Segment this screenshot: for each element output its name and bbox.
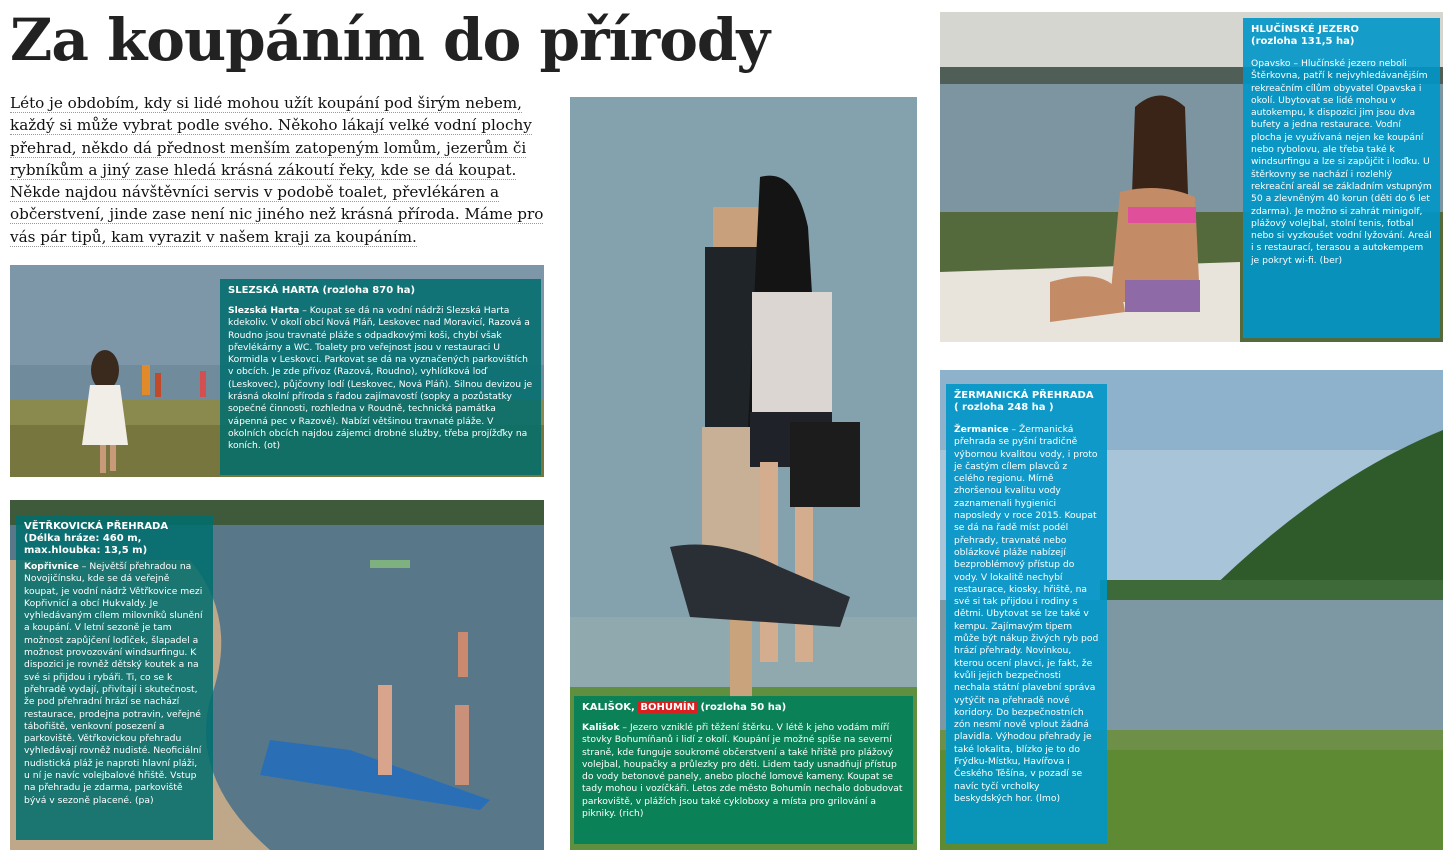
slezska-harta-heading: SLEZSKÁ HARTA (rozloha 870 ha) xyxy=(228,285,416,296)
vetrkovice-subheading: (Délka hráze: 460 m, max.hloubka: 13,5 m) xyxy=(24,533,148,556)
lead-line: rybníkům a jiný zase hledá krásná zákoutí řeky, kde se dá koupat. xyxy=(10,160,517,179)
lead-line: občerstvení, jinde zase není nic jiného než krásná příroda. Máme pro xyxy=(10,205,544,224)
kalisok-box xyxy=(574,696,913,844)
kalisok-highlight: BOHUMÍN xyxy=(640,702,695,713)
lead-paragraph xyxy=(10,92,545,248)
vetrkovice-text: – Největší přehradou na Novojičínsku, kde se dá veřejně koupat, je vodní nádrž Větřkovice mezi Kopřivnicí a obcí Hukvaldy. Je vyhledávaným cílem milovníků slunění a koupání. V letní sezoně je tam možnost zapůjčení loďiček, šlapadel a možnost provozování windsurfingu. K dispozici je rovněž dětský koutek a na své si přijdou i rybáři. Ti, co se k přehradě vydají, přivítají i skutečnost, že pod přehradní hrází se nachází restaurace, prodejna potravin, veřejné tábořiště, venkovní posezení a parkoviště. Větřkovickou přehradu vyhledávají rovněž nudisté. Neoficiální nudistická pláž je naproti hlavní pláži, u ní je navíc volejbalové hřiště. Vstup na přehradu je zdarma, parkoviště bývá v sezoně placené. xyxy=(24,561,203,806)
lead-line: každý si může vybrat podle svého. Někoho lákají velké vodní plochy xyxy=(10,116,532,135)
vetrkovice-place: Kopřivnice xyxy=(24,561,79,572)
hlucin-box xyxy=(1243,18,1440,338)
vetrkovice-box xyxy=(16,515,213,840)
kalisok-heading-area: (rozloha 50 ha) xyxy=(700,702,787,713)
slezska-harta-author: (ot) xyxy=(263,440,281,452)
hlucin-heading-group xyxy=(1251,24,1432,48)
lead-line: Někde najdou návštěvníci servis v podobě toalet, převlékáren a xyxy=(10,183,499,202)
slezska-harta-box xyxy=(220,279,541,475)
zermanice-box xyxy=(946,384,1107,844)
hlucin-subheading: (rozloha 131,5 ha) xyxy=(1251,36,1355,47)
vetrkovice-heading: VĚTŘKOVICKÁ PŘEHRADA xyxy=(24,521,169,532)
slezska-harta-text: – Koupat se dá na vodní nádrži Slezská Harta kdekoliv. V okolí obcí Nová Pláň, Leskovec nad Moravicí, Razová a Roudno jsou travnaté pláže s odpadkovými koši, chybí však převlékárny a WC. Toalety pro veřejnost jsou v restauraci U Kormidla v Leskovci. Parkovat se dá na vyznačených parkovištích v obcích. Je zde přívoz (Razová, Roudno), vyhlídková loď (Leskovec), půjčovny lodí (Leskovec, Nová Pláň). Silnou devizou je krásná okolní příroda s řadou zajímavostí (sopky a pozůstatky sopečné činnosti, rozhledna v Roudně, technická památka vápenná pec v Razové). Nabízí většinou travnaté pláže. V okolních obcích najdou zájemci drobné služby, třeba projížďky na koních. xyxy=(228,305,533,452)
lead-line: Léto je obdobím, kdy si lidé mohou užít koupání pod širým nebem, xyxy=(10,94,522,112)
vetrkovice-author: (pa) xyxy=(134,794,154,806)
kalisok-heading: KALIŠOK, xyxy=(582,702,635,713)
kalisok-author: (rich) xyxy=(619,808,644,820)
kalisok-text: – Jezero vzniklé při těžení štěrku. V létě k jeho vodám míří stovky Bohumíňanů i lidí z okolí. Koupání je možné spíše na severní straně, kde funguje soukromé občerstvení a také hřiště pro plážový volejbal, houpačky a průlezky pro děti. Lidem tady usnadňují přístup do vody betonové panely, anebo ploché lomové kameny. Koupat se tady mohou i vozíčkáři. Letos zde město Bohumín nechalo dobudovat parkoviště, v plážích jsou také cykloboxy a místa pro grilování a pikniky. xyxy=(582,722,903,820)
zermanice-heading-group xyxy=(954,390,1099,414)
lead-line: vás pár tipů, kam vyrazit v našem kraji za koupáním. xyxy=(10,227,417,246)
zermanice-subheading: ( rozloha 248 ha ) xyxy=(954,402,1054,413)
zermanice-place: Žermanice xyxy=(954,424,1009,435)
hlucin-heading: HLUČÍNSKÉ JEZERO xyxy=(1251,24,1360,35)
page-title: Za koupáním do přírody xyxy=(10,6,770,74)
kalisok-heading-group xyxy=(582,702,905,714)
vetrkovice-heading-group xyxy=(24,521,205,557)
hlucin-text: Opavsko – Hlučínské jezero neboli Štěrkovna, patří k nejvyhledávanějším rekreačním cílům obyvatel Opavska i okolí. Ubytovat se lidé mohou v autokempu, k dispozici jim jsou dva bufety a jedna restaurace. Vodní plocha je využívaná nejen ke koupání nebo rybolovu, ale třeba také k windsurfingu a lze si zapůjčit i loďku. U štěrkovny se nachází i rozlehlý rekreační areál se základním vstupným 50 a zlevněným 40 korun (děti do 6 let zdarma). Je možno si zahrát minigolf, plážový volejbal, stolní tenis, fotbal nebo si vyzkoušet vodní lyžování. Areál i s restaurací, terasou a autokempem je pokryt wi-fi. xyxy=(1251,58,1432,266)
lead-line: přehrad, někdo dá přednost menším zatopeným lomům, jezerům či xyxy=(10,138,527,157)
zermanice-heading: ŽERMANICKÁ PŘEHRADA xyxy=(954,390,1094,401)
zermanice-author: (lmo) xyxy=(1035,792,1061,804)
slezska-harta-place: Slezská Harta xyxy=(228,305,300,316)
hlucin-author: (ber) xyxy=(1319,254,1343,266)
zermanice-text: – Žermanická přehrada se pyšní tradičně výbornou kvalitou vody, i proto je častým cílem plavců z celého regionu. Mírně zhoršenou kvalitu vody zaznamenali hygienici naposledy v roce 2015. Koupat se dá na řadě míst podél přehrady, travnaté nebo oblázkové pláže nabízejí bezproblémový přístup do vody. V lokalitě nechybí restaurace, kiosky, hřiště, na své si tak přijdou i rodiny s dětmi. Ubytovat se lze také v kempu. Zajímavým tipem může být nákup živých ryb pod hrází přehrady. Novinkou, kterou ocení plavci, je fakt, že kvůli jejich bezpečnosti nechala státní plavební správa vytýčit na přehradě nové koridory. Do bezpečnostních zón nesmí nově vplout žádná plavidla. Výhodou přehrady je také lokalita, blízko je to do Frýdku-Místku, Havířova i Českého Těšína, v pozadí se navíc tyčí vrcholky beskydských hor. xyxy=(954,424,1099,804)
kalisok-place: Kališok xyxy=(582,722,620,733)
